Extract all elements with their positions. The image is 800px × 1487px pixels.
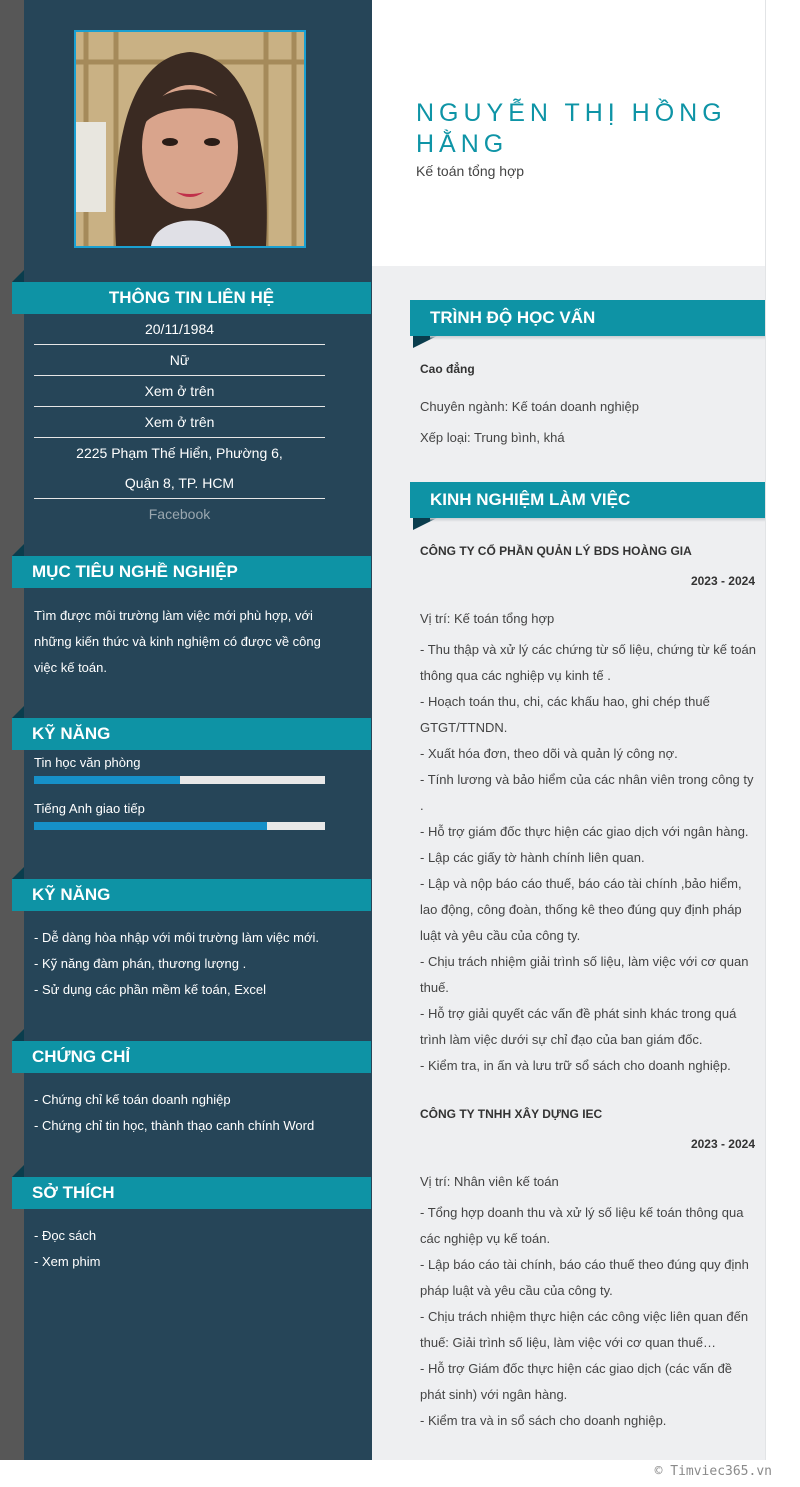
contact-section-title: THÔNG TIN LIÊN HỆ (12, 282, 371, 314)
address-line-1: 2225 Phạm Thế Hiển, Phường 6, (76, 445, 283, 461)
experience-section-title: KINH NGHIỆM LÀM VIỆC (410, 482, 765, 518)
duty-line: thông qua các nghiệp vụ kinh tế . (420, 668, 611, 683)
hobbies-section-title: SỞ THÍCH (12, 1177, 371, 1209)
section-fold-decoration (12, 544, 24, 556)
facebook-link[interactable]: Facebook (148, 506, 211, 522)
duty-line: - Kiểm tra, in ấn và lưu trữ sổ sách cho doanh nghiệp. (420, 1058, 731, 1073)
duty-line: - Hoạch toán thu, chi, các khấu hao, ghi chép thuế (420, 694, 710, 709)
right-border (765, 0, 766, 1460)
duty-line: thuế: Giải trình số liệu, làm việc với cơ quan thuế… (420, 1335, 716, 1350)
hobby-item: - Xem phim (34, 1254, 101, 1269)
hobby-item: - Đọc sách (34, 1228, 97, 1243)
certificates-section-title: CHỨNG CHỈ (12, 1041, 371, 1073)
candidate-name: NGUYỄN THỊ HỒNG HẰNG (416, 99, 727, 158)
certificate-item: - Chứng chỉ tin học, thành thạo canh chính Word (34, 1118, 315, 1133)
job-duties (420, 637, 760, 1079)
soft-skills-list (34, 925, 334, 1003)
avatar (74, 30, 306, 248)
job-position: Vị trí: Nhân viên kế toán (420, 1174, 559, 1189)
duty-line: lao động, công đoàn, thống kê theo đúng quy định pháp (420, 902, 742, 917)
duty-line: luật và yêu cầu của công ty. (420, 928, 581, 943)
job-period: 2023 - 2024 (690, 1137, 755, 1151)
skills-section-title: KỸ NĂNG (12, 718, 371, 750)
email: Xem ở trên (34, 407, 325, 438)
duty-line: - Hỗ trợ giám đốc thực hiện các giao dịch với ngân hàng. (420, 824, 749, 839)
address-line-2: Quận 8, TP. HCM (34, 468, 325, 499)
job-duties (420, 1200, 760, 1434)
soft-skills-section-title: KỸ NĂNG (12, 879, 371, 911)
company-name: CÔNG TY CỔ PHẦN QUẢN LÝ BDS HOÀNG GIA (420, 544, 692, 558)
skill-name: Tin học văn phòng (34, 755, 141, 770)
duty-line: - Kiểm tra và in sổ sách cho doanh nghiệp. (420, 1413, 667, 1428)
birthday: 20/11/1984 (34, 314, 325, 345)
section-fold-decoration (12, 706, 24, 718)
duty-line: phát sinh) với ngân hàng. (420, 1387, 568, 1402)
education-level: Cao đẳng (420, 362, 475, 376)
skill-bar-fill (34, 776, 180, 784)
job-title: Kế toán tổng hợp (416, 163, 525, 179)
objective-line: những kiến thức và kinh nghiệm có được về công (34, 634, 321, 649)
section-fold-decoration (12, 1165, 24, 1177)
hobbies-list (34, 1223, 334, 1275)
education-grade: Xếp loại: Trung bình, khá (420, 430, 565, 445)
duty-line: thuế. (420, 980, 449, 995)
duty-line: - Thu thập và xử lý các chứng từ số liệu, chứng từ kế toán (420, 642, 756, 657)
duty-line: các nghiệp vụ kế toán. (420, 1231, 551, 1246)
duty-line: - Chịu trách nhiệm thực hiện các công việc liên quan đến (420, 1309, 749, 1324)
skill-bar-fill (34, 822, 267, 830)
objective-line: Tìm được môi trường làm việc mới phù hợp, với (34, 608, 313, 623)
watermark: © Timviec365.vn (654, 1464, 772, 1479)
section-fold-decoration (12, 1029, 24, 1041)
objective-line: việc kế toán. (34, 660, 107, 675)
duty-line: - Hỗ trợ giải quyết các vấn đề phát sinh khác trong quá (420, 1006, 737, 1021)
duty-line: GTGT/TTNDN. (420, 720, 508, 735)
objective-text (34, 603, 334, 681)
section-shadow (430, 518, 765, 522)
section-fold-decoration (12, 270, 24, 282)
education-section-title: TRÌNH ĐỘ HỌC VẤN (410, 300, 765, 336)
job-period: 2023 - 2024 (690, 574, 755, 588)
soft-skill-item: - Kỹ năng đàm phán, thương lượng . (34, 956, 247, 971)
objective-section-title: MỤC TIÊU NGHỀ NGHIỆP (12, 556, 371, 588)
soft-skill-item: - Sử dụng các phần mềm kế toán, Excel (34, 982, 266, 997)
certificates-list (34, 1087, 334, 1139)
duty-line: - Xuất hóa đơn, theo dõi và quản lý công nợ. (420, 746, 678, 761)
duty-line: pháp luật và yêu cầu của công ty. (420, 1283, 613, 1298)
duty-line: - Chịu trách nhiệm giải trình số liệu, làm việc với cơ quan (420, 954, 749, 969)
duty-line: - Hỗ trợ Giám đốc thực hiện các giao dịch (các vấn đề (420, 1361, 733, 1376)
duty-line: - Tổng hợp doanh thu và xử lý số liệu kế toán thông qua (420, 1205, 744, 1220)
skill-bar (34, 822, 325, 830)
certificate-item: - Chứng chỉ kế toán doanh nghiệp (34, 1092, 231, 1107)
phone: Xem ở trên (34, 376, 325, 407)
duty-line: - Lập các giấy tờ hành chính liên quan. (420, 850, 645, 865)
section-shadow (430, 336, 765, 340)
skill-bar (34, 776, 325, 784)
education-major: Chuyên ngành: Kế toán doanh nghiệp (420, 399, 640, 414)
skill-name: Tiếng Anh giao tiếp (34, 801, 145, 816)
duty-line: - Lập báo cáo tài chính, báo cáo thuế theo đúng quy định (420, 1257, 749, 1272)
section-fold-decoration (12, 867, 24, 879)
company-name: CÔNG TY TNHH XÂY DỰNG IEC (420, 1107, 603, 1121)
gender: Nữ (34, 345, 325, 376)
duty-line: - Tính lương và bảo hiểm của các nhân viên trong công ty . (420, 772, 754, 813)
job-position: Vị trí: Kế toán tổng hợp (420, 611, 555, 626)
duty-line: trình làm việc dưới sự chỉ đạo của ban giám đốc. (420, 1032, 703, 1047)
soft-skill-item: - Dễ dàng hòa nhập với môi trường làm việc mới. (34, 930, 320, 945)
duty-line: - Lập và nộp báo cáo thuế, báo cáo tài chính ,bảo hiểm, (420, 876, 742, 891)
